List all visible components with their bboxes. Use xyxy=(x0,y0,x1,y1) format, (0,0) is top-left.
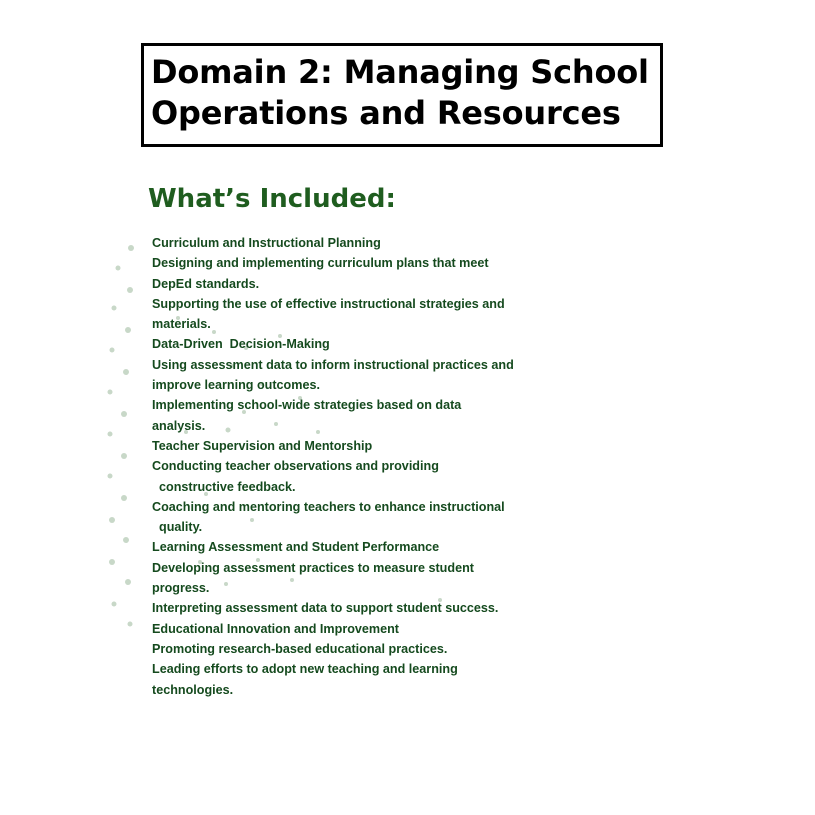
list-line: improve learning outcomes. xyxy=(152,378,320,393)
decorative-dot xyxy=(125,327,131,333)
decorative-dot xyxy=(112,602,117,607)
list-line: Using assessment data to inform instructional practices and xyxy=(152,357,514,372)
decorative-dot xyxy=(112,306,117,311)
list-line-supervision-heading: Teacher Supervision and Mentorship xyxy=(152,438,373,453)
list-line: Designing and implementing curriculum plans that meet xyxy=(152,256,489,271)
page-title xyxy=(151,52,660,134)
list-line: Interpreting assessment data to support student success. xyxy=(152,601,499,616)
list-line: Coaching and mentoring teachers to enhance instructional xyxy=(152,499,505,514)
list-line: technologies. xyxy=(152,682,234,697)
decorative-dot xyxy=(109,559,115,565)
list-line: Conducting teacher observations and providing xyxy=(152,459,439,474)
list-line: DepEd standards. xyxy=(152,276,260,291)
included-items-list xyxy=(152,233,552,700)
list-line: materials. xyxy=(152,317,211,332)
decorative-dot xyxy=(116,266,121,271)
list-line-data-driven-heading: Data-Driven Decision-Making xyxy=(152,337,330,352)
decorative-dot xyxy=(109,517,115,523)
decorative-dot xyxy=(125,579,131,585)
section-heading: What’s Included: xyxy=(148,184,396,214)
decorative-dot xyxy=(127,287,133,293)
page-title-line-2: Operations and Resources xyxy=(151,94,621,132)
list-line: Developing assessment practices to measure student xyxy=(152,560,474,575)
list-line: progress. xyxy=(152,581,210,596)
decorative-dot xyxy=(123,537,129,543)
list-line: Supporting the use of effective instructional strategies and xyxy=(152,296,505,311)
title-box xyxy=(141,43,663,147)
list-line: constructive feedback. xyxy=(152,479,296,494)
list-line-innovation-heading: Educational Innovation and Improvement xyxy=(152,621,400,636)
list-line: Promoting research-based educational practices. xyxy=(152,641,448,656)
decorative-dot xyxy=(108,474,113,479)
decorative-dot xyxy=(110,348,115,353)
list-line: analysis. xyxy=(152,418,206,433)
decorative-dot xyxy=(123,369,129,375)
list-line: Leading efforts to adopt new teaching and learning xyxy=(152,662,458,677)
decorative-dot xyxy=(108,432,113,437)
decorative-dot xyxy=(128,245,134,251)
decorative-dot xyxy=(121,495,127,501)
decorative-dot xyxy=(108,390,113,395)
list-line: quality. xyxy=(152,520,203,535)
list-line: Implementing school-wide strategies based on data xyxy=(152,398,462,413)
list-line-assessment-heading: Learning Assessment and Student Performance xyxy=(152,540,440,555)
list-line-curriculum-heading: Curriculum and Instructional Planning xyxy=(152,236,381,250)
decorative-dot xyxy=(121,411,127,417)
decorative-dot xyxy=(128,622,133,627)
page-title-line-1: Domain 2: Managing School xyxy=(151,53,649,91)
decorative-dot xyxy=(121,453,127,459)
